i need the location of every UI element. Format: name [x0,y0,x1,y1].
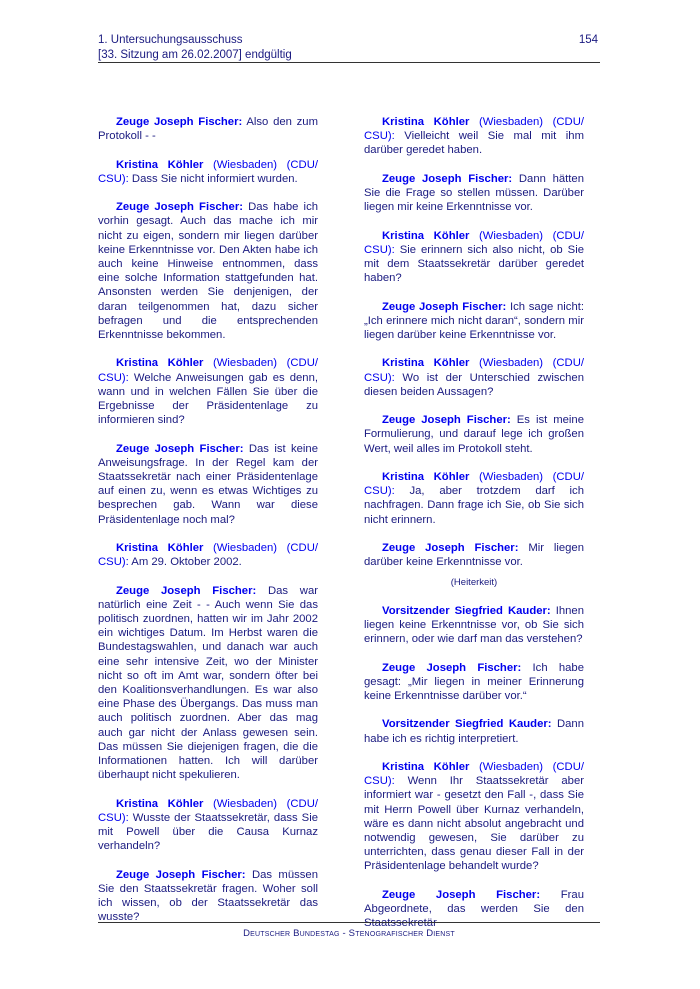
statement-text: Frau Abgeordnete, das werden Sie den Staatssekretär [364,888,584,930]
transcript-paragraph [98,158,318,186]
footer-divider [98,922,600,923]
transcript-paragraph [98,584,318,783]
statement-text: Dass Sie nicht informiert wurden. [128,172,298,185]
statement-text: Ich sage nicht: „Ich erinnere mich nicht daran“, sondern mir liegen darüber keine Erkenntnisse vor. [364,300,584,341]
transcript-paragraph [364,661,584,704]
statement-text: Am 29. Oktober 2002. [128,556,242,569]
statement-text: Dann habe ich es richtig interpretiert. [364,718,584,745]
transcript-paragraph [98,442,318,527]
transcript-paragraph [364,760,584,874]
statement-text: Ihnen liegen keine Erkenntnisse vor, ob Sie sich erinnern, oder wie darf man das verstehen? [364,604,584,646]
statement-text: Ja, aber trotzdem darf ich nachfragen. Dann frage ich Sie, ob Sie sich nicht erinnern. [364,485,584,526]
statement-text: Wo ist der Unterschied zwischen diesen beiden Aussagen? [364,371,584,398]
speaker-name: Kristina Köhler [382,116,470,128]
header-divider [98,62,600,63]
transcript-paragraph [364,356,584,399]
transcript-paragraph [364,888,584,931]
speaker-name: Zeuge Joseph Fischer: [382,414,511,427]
transcript-paragraph [364,541,584,569]
speaker-name: Zeuge Joseph Fischer: [382,661,522,674]
statement-text: Das müssen Sie den Staatssekretär fragen. Woher soll ich wissen, ob der Staatssekretär das wusste? [98,868,318,924]
transcript-paragraph [98,541,318,569]
speaker-name: Kristina Köhler [382,470,470,483]
stage-note: (Heiterkeit) [450,576,498,588]
speaker-name: Kristina Köhler [382,760,470,773]
transcript-paragraph [364,115,584,158]
session-info: [33. Sitzung am 26.02.2007] endgültig [98,49,292,61]
statement-text: Also den zum Protokoll - - [98,116,318,143]
speaker-affiliation: (Wiesbaden) (CDU/ CSU): [364,116,584,143]
statement-text: Mir liegen darüber keine Erkenntnisse vor. [364,541,584,569]
speaker-name: Zeuge Joseph Fischer: [382,541,519,554]
speaker-name: Zeuge Joseph Fischer: [116,116,243,128]
speaker-name: Kristina Köhler [116,542,204,555]
speaker-name: Kristina Köhler [116,357,204,370]
speaker-affiliation: (Wiesbaden) (CDU/ CSU): [364,760,584,788]
speaker-affiliation: (Wiesbaden) (CDU/ CSU): [364,357,584,384]
committee-title: 1. Untersuchungsausschuss [98,34,243,46]
speaker-name: Zeuge Joseph Fischer: [116,868,246,881]
left-column [98,115,318,939]
transcript-paragraph [364,172,584,215]
speaker-affiliation: (Wiesbaden) (CDU/ CSU): [98,357,318,384]
speaker-affiliation: (Wiesbaden) (CDU/ CSU): [98,542,318,569]
statement-text: Das habe ich vorhin gesagt. Auch das mache ich mir nicht zu eigen, sondern mir liegen darüber keine Erkenntnisse vor. Den Akten habe ich auch keine Hinweise entnommen, dass eine solche Information stattgefunden hat. Ansonsten werden Sie denjenigen, der daran teilgenommen hat, dazu sicher befragen und die entsprechenden Erkenntnisse bekommen. [98,201,319,342]
speaker-name: Kristina Köhler [116,158,204,171]
statement-text: Das war natürlich eine Zeit - - Auch wenn Sie das politisch zuordnen, hatten wir im Jahr 2002 ein wichtiges Datum. Im Herbst waren die Bundestagswahlen, und danach war auch eine sehr intensive Zeit, wo der Minister nicht so oft im Amt war, sondern öfter bei den Koalitionsverhandlungen. Es war also eine Phase des Übergangs. Das muss man auch politisch zuordnen. Aber das mag auch gar nicht der Anlass gewesen sein. Das müssen Sie diejenigen fragen, die die Informationen hatten. Ich will darüber überhaupt nicht spekulieren. [98,584,318,782]
speaker-name: Zeuge Joseph Fischer: [382,172,513,185]
transcript-paragraph [98,356,318,427]
speaker-name: Vorsitzender Siegfried Kauder: [382,604,551,617]
page-number: 154 [578,34,598,46]
statement-text: Das ist keine Anweisungsfrage. In der Regel kam der Staatssekretär nach einer Präsidentenlage auf einen zu, wenn es etwas Wichtiges zu besprechen gab. Wann war diese Präsidentenlage noch mal? [98,442,318,526]
speaker-affiliation: (Wiesbaden) (CDU/ CSU): [98,158,318,185]
speaker-name: Vorsitzender Siegfried Kauder: [382,718,552,731]
transcript-paragraph [364,717,584,745]
speaker-name: Zeuge Joseph Fischer: [382,888,541,901]
statement-text: Wusste der Staatssekretär, dass Sie mit Powell über die Causa Kurnaz verhandeln? [98,811,318,853]
speaker-name: Zeuge Joseph Fischer: [116,442,244,455]
statement-text: Wenn Ihr Staatssekretär aber informiert war - gesetzt den Fall -, dass Sie mit Herrn Powell über Kurnaz verhandeln, wäre es dann nicht absolut angebracht und notwendig gewesen, Sie darüber zu unterrichten, dass genau dieser Fall in der Präsidentenlage behandelt wurde? [364,775,584,873]
statement-text: Vielleicht weil Sie mal mit ihm darüber geredet haben. [364,130,584,157]
speaker-name: Zeuge Joseph Fischer: [116,201,243,214]
transcript-paragraph [364,470,584,527]
page-footer: Deutscher Bundestag - Stenografischer Dienst [243,928,455,939]
transcript-paragraph [98,797,318,854]
transcript-paragraph [364,300,584,343]
page-header [98,33,600,63]
speaker-name: Zeuge Joseph Fischer: [382,300,507,313]
transcript-paragraph [98,868,318,925]
statement-text: Es ist meine Formulierung, und darauf lege ich großen Wert, weil alles im Protokoll steht. [364,414,584,455]
transcript-paragraph [364,229,584,286]
transcript-paragraph [364,413,584,456]
transcript-paragraph [364,604,584,647]
speaker-affiliation: (Wiesbaden) (CDU/ CSU): [364,470,584,498]
speaker-name: Kristina Köhler [382,357,470,370]
statement-text: Ich habe gesagt: „Mir liegen in meiner Erinnerung keine Erkenntnisse darüber vor.“ [364,661,584,702]
speaker-name: Kristina Köhler [382,229,470,242]
right-column [364,115,584,945]
statement-text: Dann hätten Sie die Frage so stellen müssen. Darüber liegen mir keine Erkenntnisse vor. [364,172,584,214]
statement-text: Sie erinnern sich also nicht, ob Sie mit dem Staatssekretär darüber geredet haben? [364,243,584,285]
transcript-paragraph [98,115,318,143]
speaker-name: Zeuge Joseph Fischer: [116,584,257,597]
statement-text: Welche Anweisungen gab es denn, wann und in welchen Fällen Sie über die Ergebnisse der Präsidentenlage zu informieren sind? [98,371,318,427]
speaker-affiliation: (Wiesbaden) (CDU/ CSU): [98,797,318,824]
speaker-affiliation: (Wiesbaden) (CDU/ CSU): [364,229,584,256]
speaker-name: Kristina Köhler [116,797,204,810]
transcript-paragraph [98,200,318,342]
